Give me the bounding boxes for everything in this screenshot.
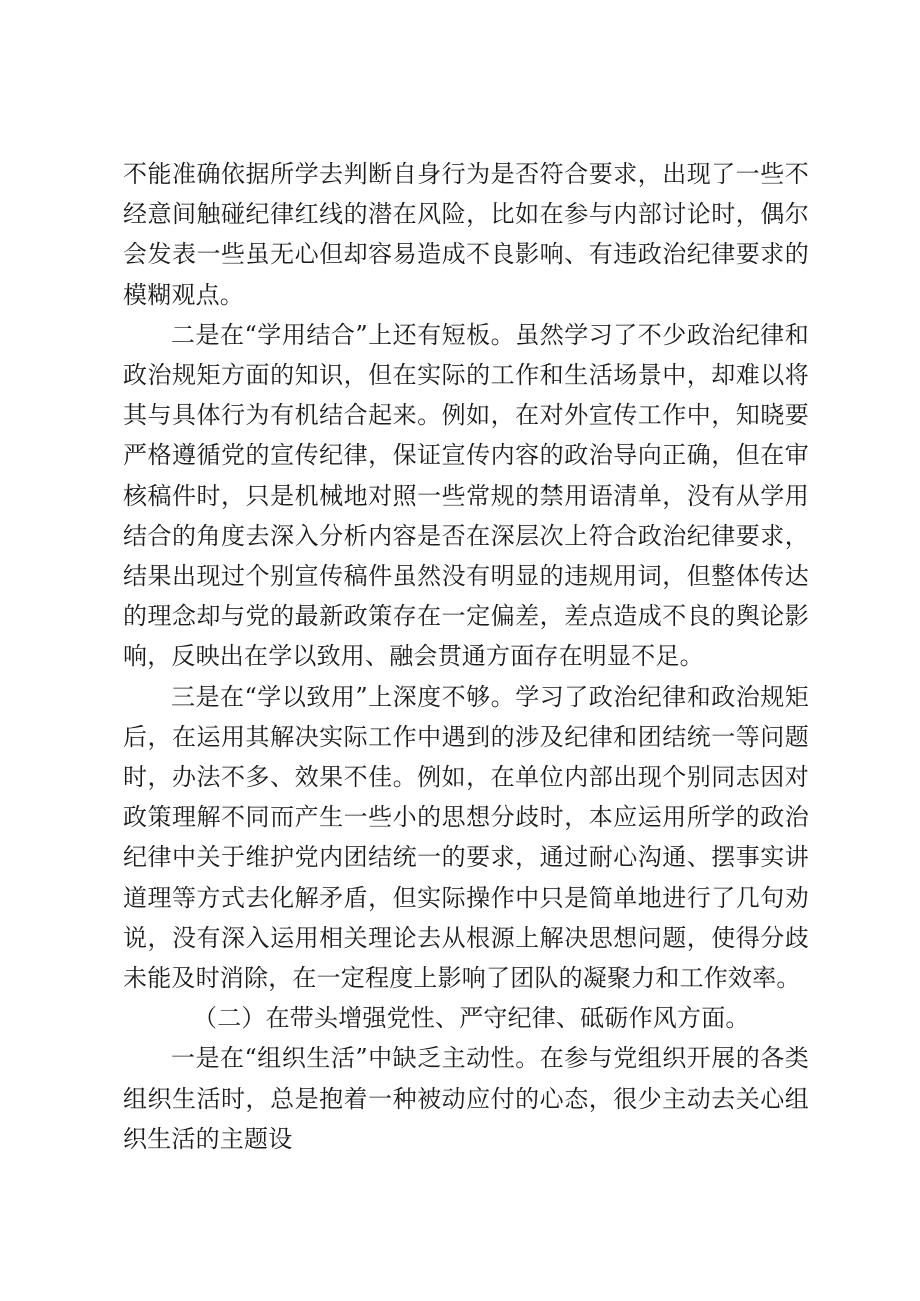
paragraph-point-two: 二是在“学用结合”上还有短板。虽然学习了不少政治纪律和政治规矩方面的知识，但在实际的工作和生活场景中，却难以将其与具体行为有机结合起来。例如，在对外宣传工作中，知晓要严格遵循党的宣传纪律，保证宣传内容的政治导向正确，但在审核稿件时，只是机械地对照一些常规的禁用语清单，没有从学用结合的角度去深入分析内容是否在深层次上符合政治纪律要求，结果出现过个别宣传稿件虽然没有明显的违规用词，但整体传达的理念却与党的最新政策存在一定偏差，差点造成不良的舆论影响，反映出在学以致用、融会贯通方面存在明显不足。 [123,320,809,671]
section-heading: （二）在带头增强党性、严守纪律、砥砺作风方面。 [193,1004,750,1033]
paragraph-point-three: 三是在“学以致用”上深度不够。学习了政治纪律和政治规矩后，在运用其解决实际工作中遇到的涉及纪律和团结统一等问题时，办法不多、效果不佳。例如，在单位内部出现个别同志因对政策理解不同而产生一些小的思想分歧时，本应运用所学的政治纪律中关于维护党内团结统一的要求，通过耐心沟通、摆事实讲道理等方式去化解矛盾，但实际操作中只是简单地进行了几句劝说，没有深入运用相关理论去从根源上解决思想问题，使得分歧未能及时消除，在一定程度上影响了团队的凝聚力和工作效率。 [123,682,809,993]
paragraph-continuation: 不能准确依据所学去判断自身行为是否符合要求，出现了一些不经意间触碰纪律红线的潜在风险，比如在参与内部讨论时，偶尔会发表一些虽无心但却容易造成不良影响、有违政治纪律要求的模糊观点。 [123,160,809,309]
paragraph-point-one: 一是在“组织生活”中缺乏主动性。在参与党组织开展的各类组织生活时，总是抱着一种被动应付的心态，很少主动去关心组织生活的主题设 [123,1044,809,1153]
document-body [123,154,809,1159]
